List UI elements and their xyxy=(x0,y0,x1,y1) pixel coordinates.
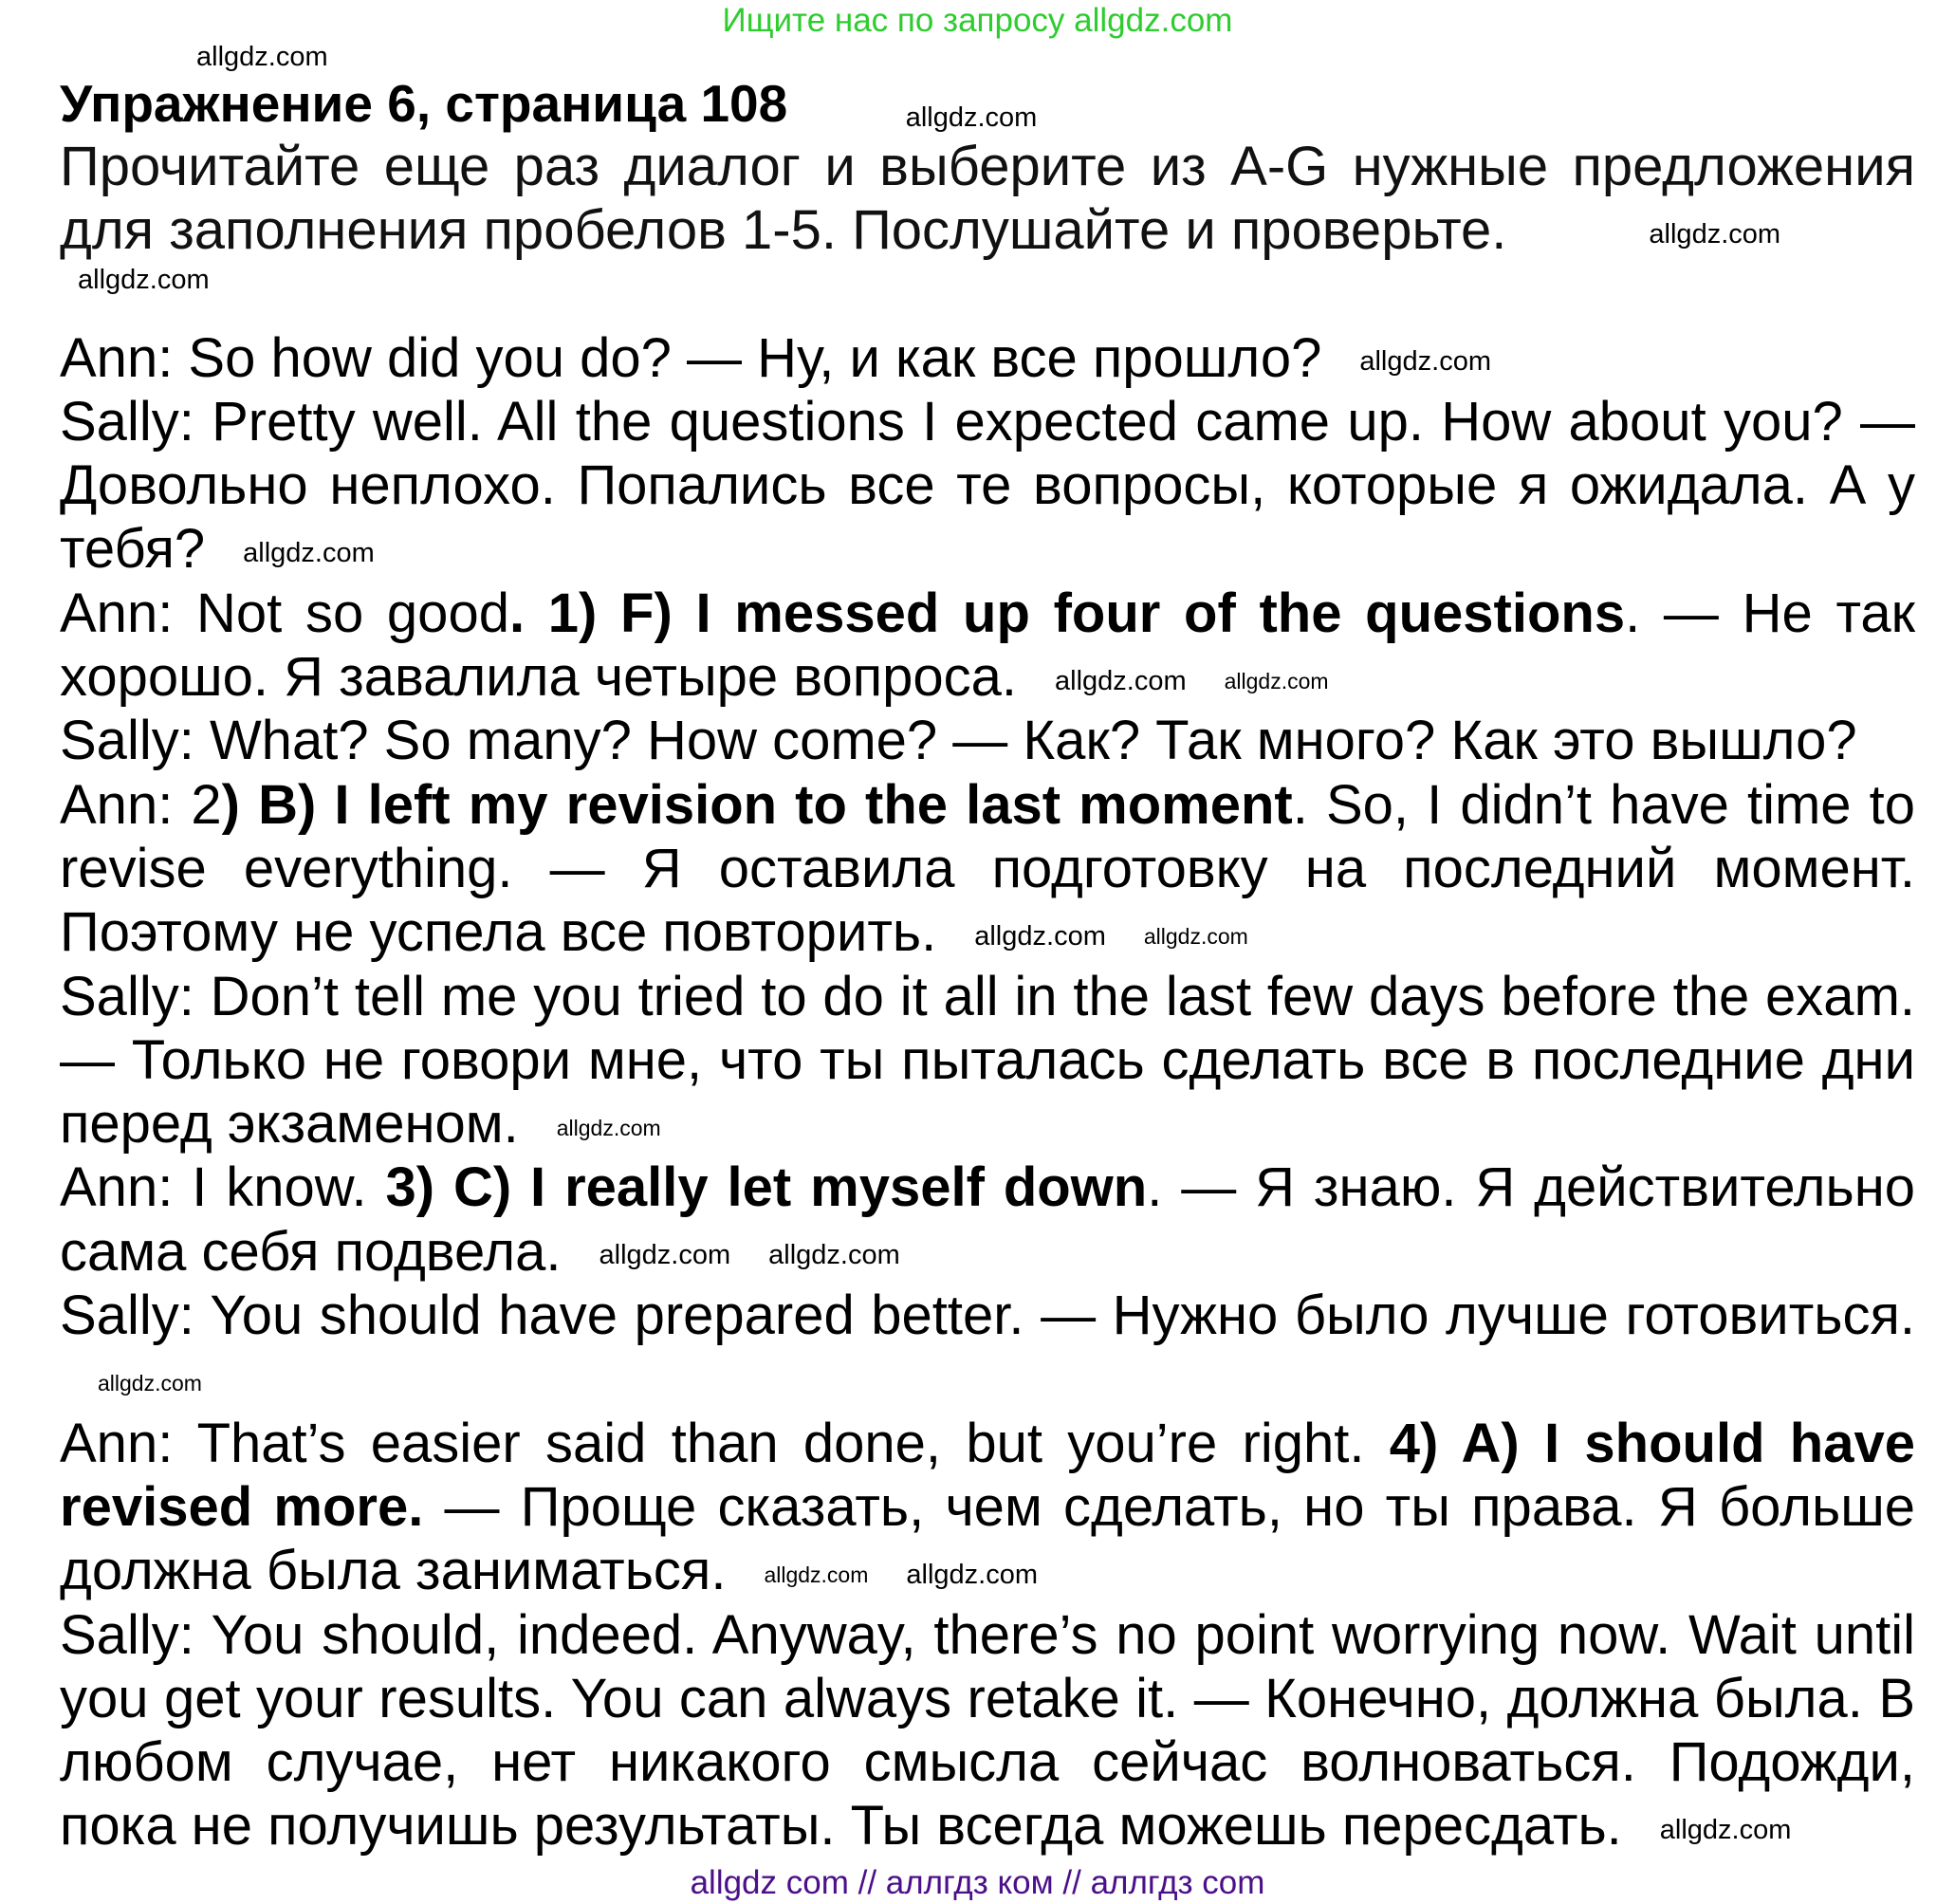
watermark: allgdz.com xyxy=(764,1562,869,1587)
dialog-line xyxy=(60,709,1915,772)
watermark: allgdz.com xyxy=(1359,346,1491,378)
footer-links: allgdz com // аллгдз ком // аллгдз com xyxy=(690,1863,1265,1901)
exercise-instruction xyxy=(60,135,1915,263)
dialog-line xyxy=(60,1603,1915,1858)
answer-text: . 1) F) I messed up four of the questions xyxy=(508,582,1626,644)
title-row xyxy=(60,72,1915,135)
watermark: allgdz.com xyxy=(768,1240,900,1271)
dialog-text: . — Я знаю. Я действительно сама себя подвела. xyxy=(60,1156,1915,1283)
dialog-line xyxy=(60,582,1915,710)
dialog-text: Ann: That’s easier said than done, but you’re right. xyxy=(60,1412,1390,1474)
dialog-text: Sally: You should, indeed. Anyway, there’s no point worrying now. Wait until you get your results. You can always retake it. — Конечно, должна была. В любом случае, нет никакого смысла сейчас волноваться. Подожди, пока не получишь результаты. Ты всегда можешь пересдать. xyxy=(60,1603,1915,1858)
dialog-text: Ann: So how did you do? — Ну, и как все прошло? xyxy=(60,326,1322,389)
watermark: allgdz.com xyxy=(1143,923,1248,949)
dialog-text: Sally: Don’t tell me you tried to do it all in the last few days before the exam. — Только не говори мне, что ты пыталась сделать все в последние дни перед экзаменом. xyxy=(60,965,1915,1155)
dialog-text: Sally: What? So many? How come? — Как? Так много? Как это вышло? xyxy=(60,710,1857,772)
dialog xyxy=(60,326,1915,1858)
dialog-line xyxy=(60,326,1915,390)
exercise-title: Упражнение 6, страница 108 xyxy=(60,74,788,133)
watermark: allgdz.com xyxy=(1224,668,1329,693)
watermark: allgdz.com xyxy=(906,1559,1038,1590)
watermark: allgdz.com xyxy=(974,920,1106,952)
spacer xyxy=(60,263,1915,326)
dialog-text: Ann: 2 xyxy=(60,773,222,836)
dialog-text: . So, I didn’t have time to revise everything. — Я оставила подготовку на последний момент. Поэтому не успела все повторить. xyxy=(60,773,1915,964)
dialog-line xyxy=(60,965,1915,1156)
watermark: allgdz.com xyxy=(599,1240,731,1271)
dialog-text: Ann: I know. xyxy=(60,1156,386,1219)
dialog-text: . — Не так хорошо. Я завалила четыре вопроса. xyxy=(60,582,1916,709)
exercise-content xyxy=(60,72,1915,1858)
watermark: allgdz.com xyxy=(905,102,1038,133)
instruction-text: Прочитайте еще раз диалог и выберите из A-G нужные предложения для заполнения пробелов 1-5. Послушайте и проверьте. xyxy=(60,136,1915,262)
watermark: allgdz.com xyxy=(1659,1815,1792,1846)
dialog-line xyxy=(60,1155,1915,1284)
watermark: allgdz.com xyxy=(98,1371,202,1396)
dialog-text: Ann: Not so good xyxy=(60,582,509,644)
watermark: allgdz.com xyxy=(78,264,210,295)
watermark: allgdz.com xyxy=(243,538,375,569)
watermark: allgdz.com xyxy=(196,42,328,72)
search-banner: Ищите нас по запросу allgdz.com xyxy=(722,2,1233,39)
answer-text: ) B) I left my revision to the last moment xyxy=(221,773,1293,836)
watermark: allgdz.com xyxy=(1649,218,1781,250)
dialog-text: Sally: You should have prepared better. — Нужно было лучше готовиться. xyxy=(60,1285,1915,1347)
dialog-text: Sally: Pretty well. All the questions I expected came up. How about you? — Довольно неплохо. Попались все те вопросы, которые я ожидала. А у тебя? xyxy=(60,390,1915,581)
dialog-line xyxy=(60,1412,1915,1603)
watermark: allgdz.com xyxy=(556,1115,661,1140)
dialog-line xyxy=(60,773,1915,965)
dialog-line xyxy=(60,1284,1915,1412)
watermark-row xyxy=(0,42,1955,72)
answer-text: 4) A) I should have revised more. xyxy=(60,1412,1915,1538)
dialog-line xyxy=(60,390,1915,582)
answer-text: 3) C) I really let myself down xyxy=(385,1156,1148,1219)
watermark: allgdz.com xyxy=(1055,665,1187,696)
dialog-text: — Проще сказать, чем сделать, но ты права. Я больше должна была заниматься. xyxy=(60,1475,1915,1602)
